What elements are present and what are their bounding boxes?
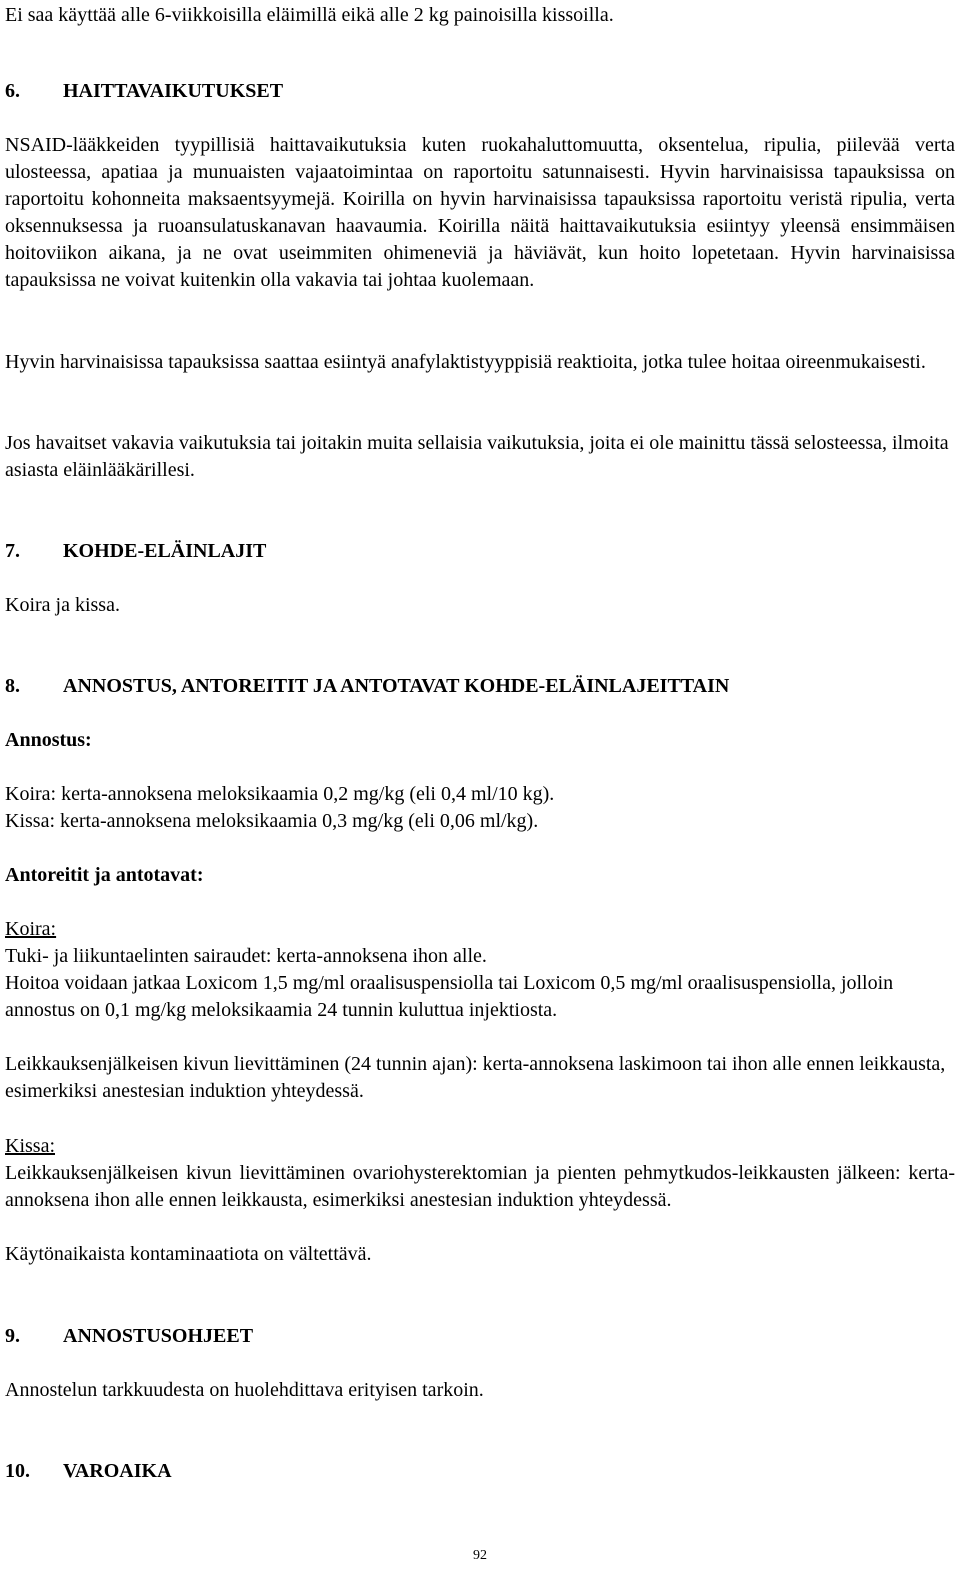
cat-label-text: Kissa:	[5, 1135, 55, 1157]
section-10-number: 10.	[5, 1460, 30, 1482]
section-8-heading	[5, 673, 955, 700]
dosage-dog: Koira: kerta-annoksena meloksikaamia 0,2 mg/kg (eli 0,4 ml/10 kg).	[5, 783, 555, 805]
dog-text-1: Tuki- ja liikuntaelinten sairaudet: kerta-annoksena ihon alle.	[5, 945, 487, 967]
cat-label	[5, 1133, 955, 1160]
section-10-heading	[5, 1458, 955, 1485]
dosage-cat: Kissa: kerta-annoksena meloksikaamia 0,3 mg/kg (eli 0,06 ml/kg).	[5, 810, 539, 832]
section-10-title: VAROAIKA	[63, 1460, 172, 1482]
section-9-title: ANNOSTUSOHJEET	[63, 1325, 254, 1347]
section-7-heading	[5, 538, 955, 565]
page-number: 92	[473, 1548, 487, 1563]
section-6-number: 6.	[5, 80, 20, 102]
dog-text-2: Hoitoa voidaan jatkaa Loxicom 1,5 mg/ml oraalisuspensiolla tai Loxicom 0,5 mg/ml oraalisuspensiolla, jolloin annostus on 0,1 mg/kg meloksikaamia 24 tunnin kuluttua injektiosta.	[5, 972, 894, 1021]
section-6-paragraph-2: Hyvin harvinaisissa tapauksissa saattaa esiintyä anafylaktistyyppisiä reaktioita, jotka tulee hoitaa oireenmukaisesti.	[5, 351, 926, 373]
section-7-number: 7.	[5, 540, 20, 562]
target-species-text: Koira ja kissa.	[5, 594, 120, 616]
dosage-heading: Annostus:	[5, 729, 92, 751]
contamination-note: Käytönaikaista kontaminaatiota on vältettävä.	[5, 1243, 372, 1265]
cat-text: Leikkauksenjälkeisen kivun lievittäminen ovariohysterektomian ja pienten pehmytkudos-leikkausten jälkeen: kerta-annoksena ihon alle ennen leikkausta, esimerkiksi anestesian induktion yhteydessä.	[5, 1162, 955, 1211]
section-6-title: HAITTAVAIKUTUKSET	[63, 80, 284, 102]
section-6-paragraph-3: Jos havaitset vakavia vaikutuksia tai joitakin muita sellaisia vaikutuksia, joita ei ole mainittu tässä selosteessa, ilmoita asiasta eläinlääkärillesi.	[5, 432, 949, 481]
section-9-number: 9.	[5, 1325, 20, 1347]
dosing-instructions-text: Annostelun tarkkuudesta on huolehdittava erityisen tarkoin.	[5, 1379, 484, 1401]
section-7-title: KOHDE-ELÄINLAJIT	[63, 540, 267, 562]
intro-line: Ei saa käyttää alle 6-viikkoisilla eläimillä eikä alle 2 kg painoisilla kissoilla.	[5, 4, 614, 26]
section-9-heading	[5, 1323, 955, 1350]
routes-heading: Antoreitit ja antotavat:	[5, 864, 204, 886]
section-8-number: 8.	[5, 675, 20, 697]
dog-label-text: Koira:	[5, 918, 57, 940]
dog-text-3: Leikkauksenjälkeisen kivun lievittäminen (24 tunnin ajan): kerta-annoksena laskimoon tai ihon alle ennen leikkausta, esimerkiksi anestesian induktion yhteydessä.	[5, 1053, 946, 1102]
section-8-title: ANNOSTUS, ANTOREITIT JA ANTOTAVAT KOHDE-ELÄINLAJEITTAIN	[63, 675, 730, 697]
section-6-heading	[5, 78, 955, 105]
dog-label	[5, 916, 955, 943]
section-6-paragraph-1: NSAID-lääkkeiden tyypillisiä haittavaikutuksia kuten ruokahaluttomuutta, oksentelua, ripulia, piilevää verta ulosteessa, apatiaa ja munuaisten vajaatoimintaa on raportoitu satunnaisesti. Hyvin harvinaisissa tapauksissa on raportoitu kohonneita maksaentsyymejä. Koirilla on hyvin harvinaisissa tapauksissa raportoitu veristä ripulia, verta oksennuksessa ja ruoansulatuskanavan haavaumia. Koirilla näitä haittavaikutuksia esiintyy yleensä ensimmäisen hoitoviikon aikana, ja ne ovat useimmiten ohimeneviä ja häviävät, kun hoito lopetetaan. Hyvin harvinaisissa tapauksissa ne voivat kuitenkin olla vakavia tai johtaa kuolemaan.	[5, 134, 955, 291]
